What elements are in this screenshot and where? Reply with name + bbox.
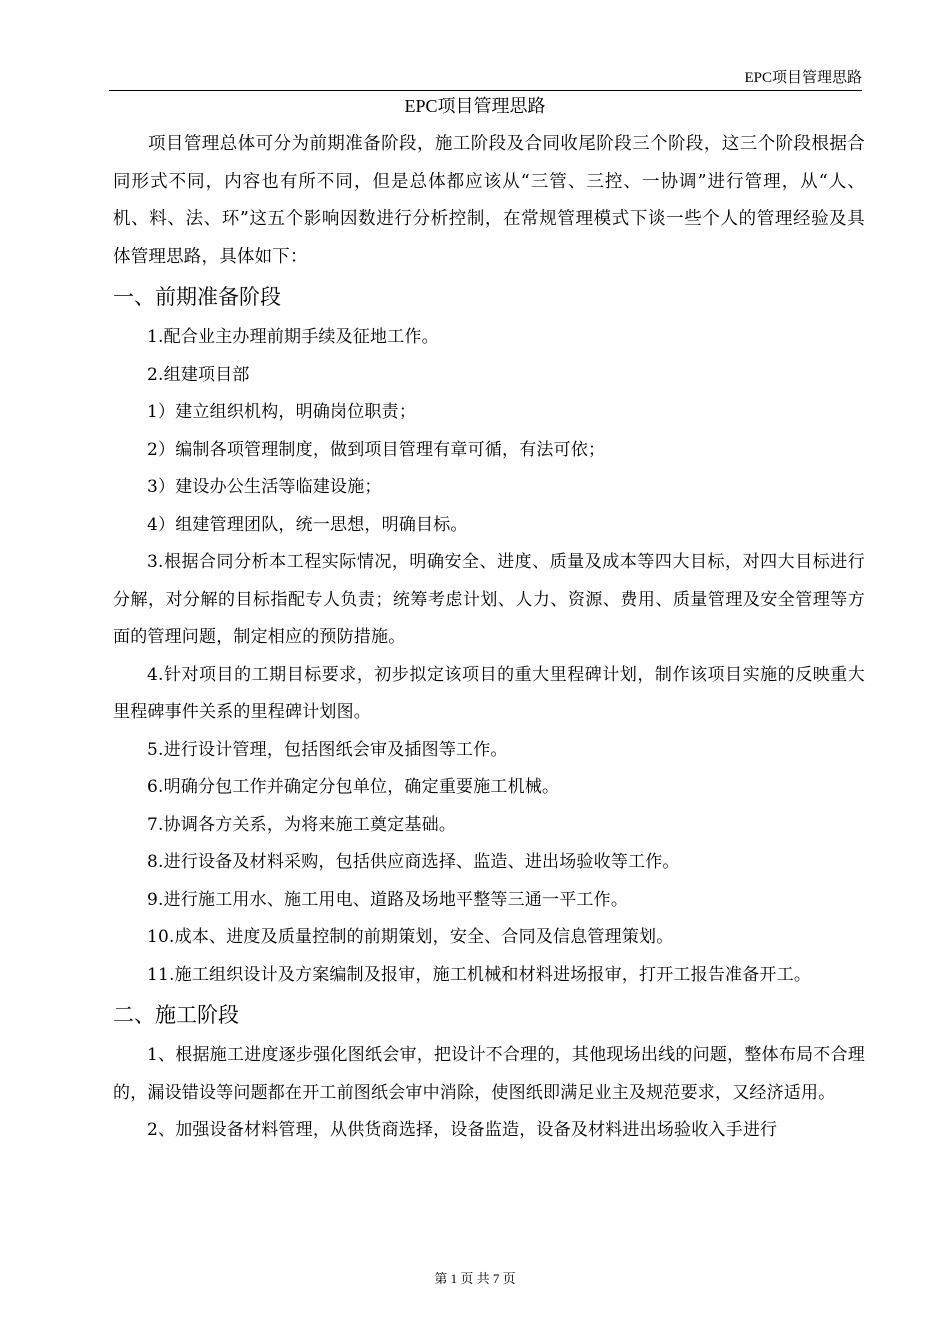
section-heading-construction: 二、施工阶段 — [113, 1003, 239, 1027]
list-item: 3.根据合同分析本工程实际情况，明确安全、进度、质量及成本等四大目标，对四大目标进行分解，对分解的目标指配专人负责；统筹考虑计划、人力、资源、费用、质量管理及安全管理等方面的管理问题，制定相应的预防措施。 — [113, 552, 865, 647]
list-item: 6.明确分包工作并确定分包单位，确定重要施工机械。 — [147, 777, 560, 797]
header-divider — [109, 90, 862, 91]
document-title: EPC项目管理思路 — [404, 96, 546, 116]
list-item: 9.进行施工用水、施工用电、道路及场地平整等三通一平工作。 — [147, 889, 629, 910]
list-item: 1）建立组织机构，明确岗位职责； — [147, 402, 417, 422]
list-item: 1.配合业主办理前期手续及征地工作。 — [147, 327, 439, 347]
page-number: 第 1 页 共 7 页 — [434, 1271, 516, 1286]
list-item: 2）编制各项管理制度，做到项目管理有章可循，有法可依； — [147, 439, 606, 460]
list-item: 2.组建项目部 — [147, 364, 250, 385]
intro-paragraph: 项目管理总体可分为前期准备阶段，施工阶段及合同收尾阶段三个阶段，这三个阶段根据合同形式不同，内容也有所不同，但是总体都应该从“三管、三控、一协调”进行管理，从“人、机、料、法、环”这五个影响因数进行分析控制，在常规管理模式下谈一些个人的管理经验及具体管理思路，具体如下： — [113, 134, 865, 267]
list-item: 4）组建管理团队，统一思想，明确目标。 — [147, 514, 468, 535]
list-item: 11.施工组织设计及方案编制及报审，施工机械和材料进场报审，打开工报告准备开工。 — [147, 964, 812, 985]
list-item: 7.协调各方关系，为将来施工奠定基础。 — [147, 814, 457, 835]
list-item: 3）建设办公生活等临建设施； — [147, 477, 382, 497]
running-header: EPC项目管理思路 — [744, 70, 862, 86]
document-body — [113, 126, 865, 1150]
list-item: 1、根据施工进度逐步强化图纸会审，把设计不合理的，其他现场出线的问题，整体布局不合理的，漏设错设等问题都在开工前图纸会审中消除，使图纸即满足业主及规范要求，又经济适用。 — [113, 1045, 865, 1103]
list-item: 4.针对项目的工期目标要求，初步拟定该项目的重大里程碑计划，制作该项目实施的反映重大里程碑事件关系的里程碑计划图。 — [113, 664, 865, 722]
section-heading-preparation: 一、前期准备阶段 — [113, 285, 281, 309]
list-item: 10.成本、进度及质量控制的前期策划，安全、合同及信息管理策划。 — [147, 927, 674, 947]
list-item: 8.进行设备及材料采购，包括供应商选择、监造、进出场验收等工作。 — [147, 852, 680, 872]
list-item: 5.进行设计管理，包括图纸会审及插图等工作。 — [147, 739, 508, 760]
list-item: 2、加强设备材料管理，从供货商选择，设备监造，设备及材料进出场验收入手进行 — [147, 1120, 778, 1140]
